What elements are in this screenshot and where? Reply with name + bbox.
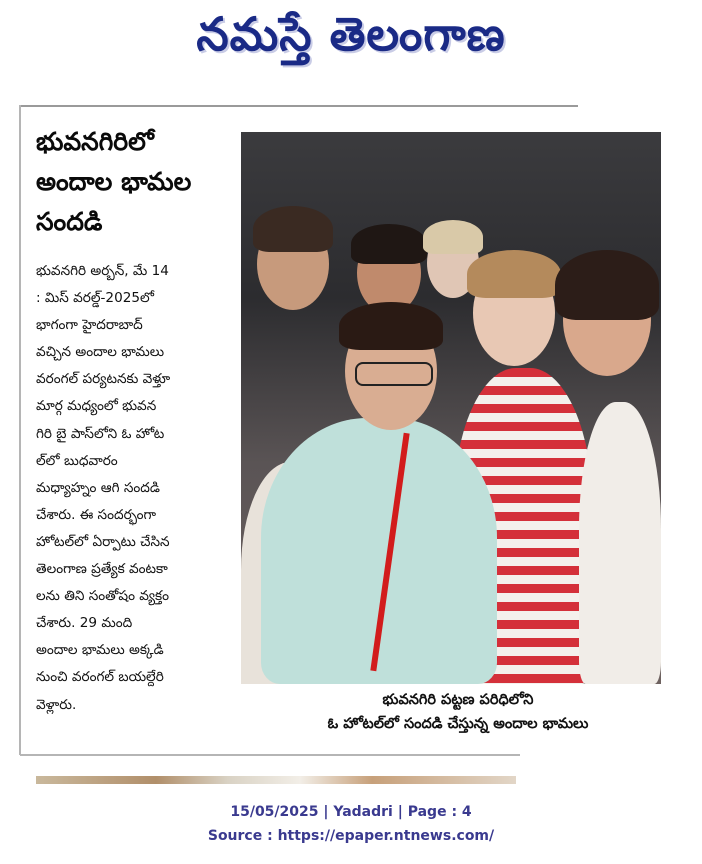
- body-line: భాగంగా హైదరాబాద్: [36, 317, 143, 334]
- masthead-logo: [0, 0, 702, 80]
- body-line: : మిస్ వరల్డ్-2025లో: [36, 290, 154, 307]
- body-line: లను తిని సంతోషం వ్యక్తం: [36, 588, 170, 605]
- column-rule-top: [20, 105, 578, 107]
- page-footer: [0, 800, 702, 848]
- column-rule-left: [19, 105, 21, 755]
- caption-line: ఓ హోటల్‌లో సందడి చేస్తున్న అందాల భామలు: [327, 716, 589, 732]
- body-line: అందాల భామలు అక్కడి: [36, 642, 164, 659]
- article-photo: [241, 132, 661, 684]
- body-line: తెలంగాణ ప్రత్యేక వంటకా: [36, 561, 168, 578]
- column-rule-bottom: [20, 754, 520, 756]
- body-line: చేశారు. 29 మంది: [36, 615, 133, 632]
- body-line: హోటల్‌లో ఏర్పాటు చేసిన: [36, 533, 170, 550]
- body-line: మధ్యాహ్నం ఆగి సందడి: [36, 479, 160, 496]
- footer-source-line[interactable]: Source : https://epaper.ntnews.com/: [207, 828, 495, 844]
- article-body: [36, 258, 236, 719]
- body-line: మార్గ మధ్యంలో భువన: [36, 398, 157, 415]
- body-line: గిరి బై పాస్‌లోని ఓ హోట: [36, 425, 165, 442]
- body-line: చేశారు. ఈ సందర్భంగా: [36, 506, 157, 523]
- headline-line: సందడి: [36, 207, 103, 236]
- caption-line: భువనగిరి పట్టణ పరిధిలోని: [382, 692, 534, 708]
- body-line: ల్‌లో బుధవారం: [36, 452, 118, 469]
- body-line: భువనగిరి అర్బన్, మే 14: [36, 263, 169, 279]
- footer-date-line: 15/05/2025 | Yadadri | Page : 4: [230, 804, 472, 820]
- photo-caption: [268, 688, 648, 736]
- headline-line: అందాల భామల: [36, 167, 192, 196]
- body-line: వెళ్లారు.: [36, 696, 77, 713]
- body-line: వచ్చిన అందాల భామలు: [36, 344, 165, 361]
- next-article-image-strip: [36, 776, 516, 784]
- body-line: వరంగల్ పర్యటనకు వెళ్తూ: [36, 371, 171, 388]
- masthead-title: నమస్తే తెలంగాణ: [196, 7, 506, 61]
- article-headline: [36, 122, 236, 242]
- body-line: నుంచి వరంగల్ బయల్దేరి: [36, 669, 164, 686]
- headline-line: భువనగిరిలో: [36, 127, 154, 156]
